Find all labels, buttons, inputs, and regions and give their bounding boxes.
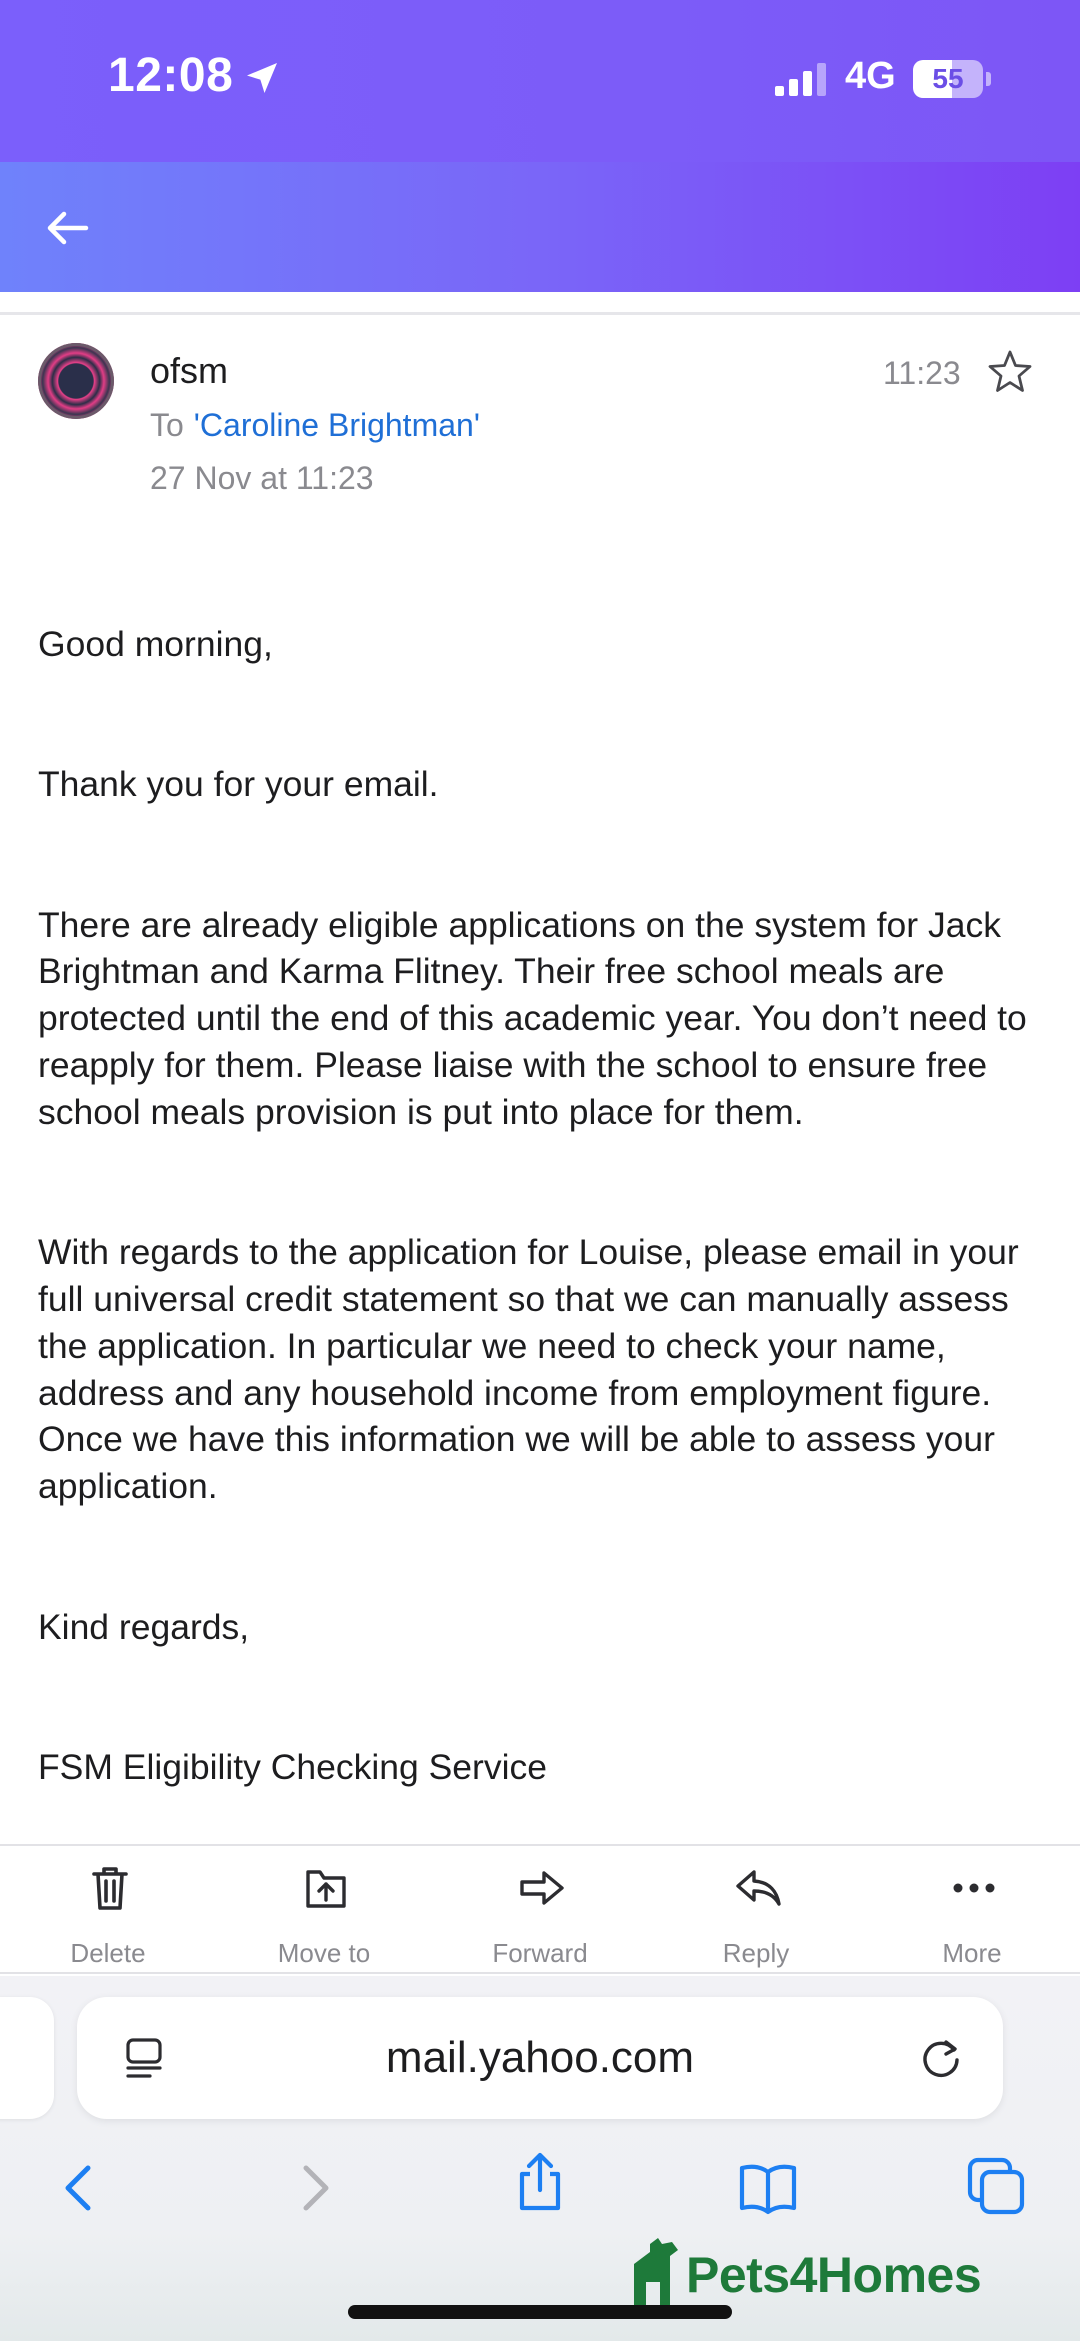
reply-label: Reply [722,1938,790,1968]
battery-percent: 55 [932,63,964,94]
battery-icon [913,60,983,98]
move-to-button[interactable] [216,1846,432,1976]
page-menu-icon[interactable] [120,2034,168,2082]
location-arrow-icon [242,58,282,98]
forward-chevron-icon[interactable] [282,2156,346,2220]
bookmarks-icon[interactable] [736,2156,800,2220]
email-time: 11:23 [883,355,961,391]
url-text[interactable]: mail.yahoo.com [385,2033,695,2082]
more-button[interactable] [864,1846,1080,1976]
battery-cap [986,72,991,86]
delete-label: Delete [70,1938,146,1968]
reply-arrow-icon [732,1862,784,1914]
recipient-row [150,407,480,444]
status-time: 12:08 [108,49,234,102]
cellular-signal-icon [773,60,829,98]
star-icon[interactable] [986,348,1034,396]
move-to-label: Move to [277,1938,371,1968]
forward-button[interactable] [432,1846,648,1976]
reload-icon[interactable] [916,2032,966,2082]
sender-name[interactable]: ofsm [150,350,229,391]
body-paragraph: Good morning, [38,623,273,664]
more-label: More [942,1938,1002,1968]
sender-avatar[interactable] [38,343,114,419]
forward-label: Forward [492,1938,588,1968]
forward-arrow-icon [516,1862,568,1914]
back-arrow-icon[interactable] [40,200,96,256]
email-body [38,574,1058,1931]
body-paragraph: Kind regards, [38,1606,250,1647]
body-paragraph: There are already eligible applications on the system for Jack Brightman and Karma Flitney. Their free school meals are protected until the end of this academic year. You don’t need to reapply for them. Please liaise with the school to ensure free school meals provision is put into place for them. [38,904,1027,1132]
pets4homes-logo-icon [628,2230,688,2310]
move-folder-icon [300,1862,352,1914]
more-dots-icon [948,1862,1000,1914]
network-type: 4G [845,55,896,97]
tabs-icon[interactable] [964,2154,1028,2218]
mail-action-toolbar [0,1844,1080,1974]
to-label: To [150,407,184,443]
app-header [0,162,1080,292]
share-icon[interactable] [508,2150,572,2214]
reply-button[interactable] [648,1846,864,1976]
delete-button[interactable] [0,1846,216,1976]
recipient-link[interactable]: 'Caroline Brightman' [193,407,480,443]
home-indicator [348,2305,732,2319]
watermark-text: Pets4Homes [686,2247,982,2303]
signature-line: FSM Eligibility Checking Service [38,1746,547,1787]
back-chevron-icon[interactable] [48,2156,112,2220]
body-paragraph: Thank you for your email. [38,764,439,805]
previous-tab-preview[interactable] [0,1997,54,2119]
header-divider [0,312,1080,315]
body-paragraph: With regards to the application for Louise, please email in your full universal credit statement so that we can manually assess the application. In particular we need to check your name, address and any household income from employment figure. Once we have this information we will be able to assess your application. [38,1232,1019,1507]
trash-icon [84,1862,136,1914]
email-date: 27 Nov at 11:23 [150,460,374,496]
